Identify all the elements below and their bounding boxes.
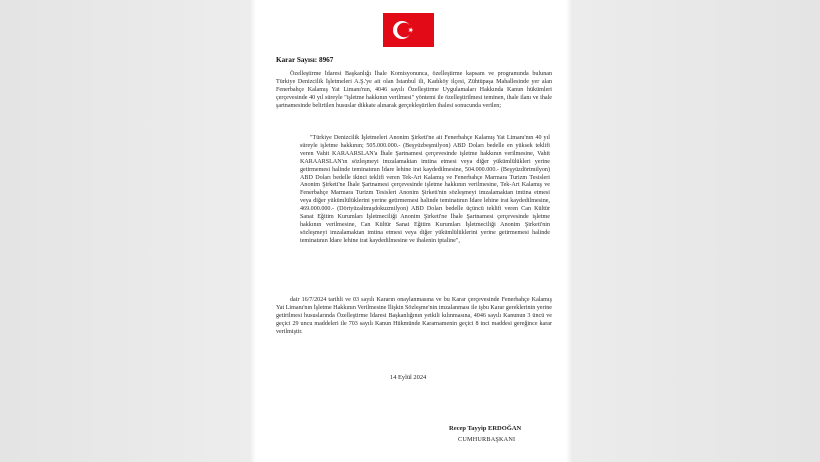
intro-paragraph: Özelleştirme İdaresi Başkanlığı İhale Komisyonunca, özelleştirme kapsam ve programında bulunan Türkiye Denizcilik İşletmeleri A.Ş.'ye ait olan İstanbul ili, Kadıköy ilçesi, Zühtüpaşa Mahallesinde yer alan Fenerbahçe Kalamış Yat Limanı'nın, 4046 sayılı Özelleştirme Uygulamaları Hakkında Kanun hükümleri çerçevesinde 40 yıl süreyle "işletme hakkının verilmesi" yöntemi ile özelleştirilmesi teminen, ihale ilanı ve ihale şartnamesinde belirtilen hususlar dikkate alınarak gerçekleştirilen ihalesi sonucunda verilen;: [276, 71, 552, 109]
document-date: 14 Eylül 2024: [390, 374, 427, 381]
turkish-flag-icon: [383, 13, 434, 47]
quoted-decision-paragraph: "Türkiye Denizcilik İşletmeleri Anonim Şirketi'ne ait Fenerbahçe Kalamış Yat Limanı'nın 40 yıl süreyle işletme hakkının; 505.000.000.- (Beşyüzbeşmilyon) ABD Doları bedelle en yüksek teklifi veren Vahit KARAARSLAN'a İhale Şartnamesi çerçevesinde işletme hakkının verilmesine, Vahit KARAARSLAN'ın sözleşmeyi imzalamaktan imtina etmesi veya diğer yükümlülükleri yerine getirmemesi halinde teminatının İdare lehine irat kaydedilmesine, 504.000.000.- (Beşyüzdörtmilyon) ABD Doları bedelle ikinci teklifi veren Tek-Art Kalamış ve Fenerbahçe Marmara Turizm Tesisleri Anonim Şirketi'ne İhale Şartnamesi çerçevesinde işletme hakkının verilmesine, Tek-Art Kalamış ve Fenerbahçe Marmara Turizm Tesisleri Anonim Şirketi'nin sözleşmeyi imzalamaktan imtina etmesi veya diğer yükümlülüklerini yerine getirmemesi halinde teminatının İdare lehine irat kaydedilmesine, 469.000.000.- (Dörtyüzaltmışdokuzmilyon) ABD Doları bedelle üçüncü teklifi veren Can Kültür Sanat Eğitim Kurumları İşletmeciliği Anonim Şirketi'ne İhale Şartnamesi çerçevesinde işletme hakkının verilmesine, Can Kültür Sanat Eğitim Kurumları İşletmeciliği Anonim Şirketi'nin sözleşmeyi imzalamaktan imtina etmesi veya diğer yükümlülüklerini yerine getirmemesi halinde teminatının İdare lehine irat kaydedilmesine ve ihalenin iptaline",: [300, 135, 550, 244]
signer-title: CUMHURBAŞKANI: [458, 436, 516, 443]
decision-number: Karar Sayısı: 8967: [276, 56, 334, 64]
signer-name: Recep Tayyip ERDOĞAN: [449, 425, 522, 432]
closing-paragraph: dair 16/7/2024 tarihli ve 03 sayılı Kararın onaylanmasına ve bu Karar çerçevesinde Fenerbahçe Kalamış Yat Limanı'nın İşletme Hakkının Verilmesine İlişkin Sözleşme'nin imzalanması ile işbu Karar gereklerinin yerine getirilmesi hususlarında Özelleştirme İdaresi Başkanlığının yetkili kılınmasına, 4046 sayılı Kanunun 3 üncü ve geçici 29 uncu maddeleri ile 703 sayılı Kanun Hükmünde Kararnamenin geçici 8 inci maddesi gereğince karar verilmiştir.: [276, 297, 552, 335]
